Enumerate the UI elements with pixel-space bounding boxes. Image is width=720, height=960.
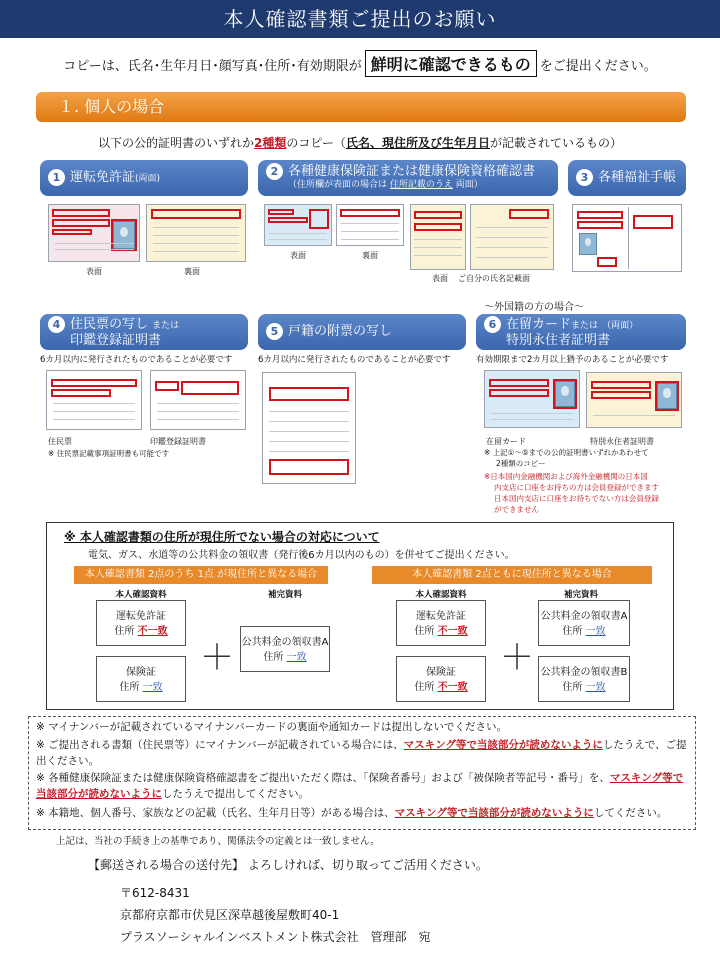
right-receipt-a-label: 公共料金の領収書A [540,611,628,622]
insurance-front-image [264,204,332,246]
item-3-label: 各種福祉手帳 [598,170,677,185]
item-4-tab [40,314,248,350]
seal-certificate-image [150,370,246,430]
item-1-label: 運転免許証 [70,170,136,185]
resident-record-caption: 住民票 [48,437,72,446]
item-5-number: 5 [266,323,283,340]
residence-card-caption: 在留カード [486,437,526,446]
note-2 [36,738,688,770]
license-back-caption: 裏面 [184,267,200,276]
left-receipt-addr: 住所 [263,652,284,663]
desc-bold: 氏名、現住所及び生年月日 [345,136,490,150]
item-4-number: 4 [48,316,65,333]
intro-prefix: コピーは、氏名･生年月日･顔写真･住所･有効期限が [63,59,362,74]
left-plus-sign: ＋ [200,638,234,678]
section-heading: １. 個人の場合 [36,92,686,122]
item-6-small: （両面） [602,321,639,331]
certificate-back-caption: ご自分の氏名記載面 [458,274,530,283]
case-right-bar: 本人確認書類 2点ともに現住所と異なる場合 [372,566,652,584]
left-col-main-label: 本人確認資料 [115,590,167,600]
right-insurance-label: 保険証 [426,667,456,678]
left-license-box [96,600,186,646]
right-receipt-b-box [538,656,630,702]
item-5-tab [258,314,466,350]
left-receipt-match: 一致 [286,652,307,663]
note-2-mask: マスキング等で当該部分が読めないように [403,739,603,751]
residence-card-image [484,370,580,428]
left-insurance-box [96,656,186,702]
item-6-red-3: 日本国内支店に口座をお持ちでない方は会員登録 [494,494,659,503]
certificate-back-image [470,204,554,270]
page-title: 本人確認書類ご提出のお願い [0,0,720,38]
item-2-sub-underline: 住所記載のうえ [389,180,453,191]
desc-red: 2種類 [254,136,287,150]
item-6-red-1: ※日本国内金融機関および海外金融機関の日本国 [484,472,648,481]
note-4 [36,806,688,822]
intro-text [0,50,720,77]
note-1 [36,720,688,736]
address-case-title: ※ 本人確認書類の住所が現住所でない場合の対応について [64,530,380,544]
right-receipt-b-addr: 住所 [562,682,583,693]
item-4-note: ※ 住民票記載事項証明書も可能です [48,449,170,458]
right-license-addr: 住所 [414,626,435,637]
certificate-front-caption: 表面 [432,274,448,283]
item-6-requirement: 有効期限まで2カ月以上猶予のあることが必要です [476,355,669,365]
item-3-number: 3 [576,169,593,186]
license-back-image [146,204,246,262]
item-6-note-1: ※ 上記①～⑤までの公的証明書いずれかあわせて [484,448,649,457]
desc-pre: 以下の公的証明書のいずれか [98,136,255,150]
note-3 [36,771,688,803]
item-6-label-1: 在留カード [506,317,572,332]
insurance-front-caption: 表面 [290,251,306,260]
left-col-supp-label: 補完資料 [267,590,302,600]
note-3-post: したうえで提出してください。 [162,787,309,800]
left-insurance-addr: 住所 [119,682,140,693]
item-2-label: 各種健康保険証または健康保険資格確認書 [288,164,536,179]
item-3-tab [568,160,686,196]
note-1-text: ※ マイナンバーが記載されているマイナンバーカードの裏面や通知カードは提出しないでください。 [36,721,507,733]
item-2-number: 2 [266,163,283,180]
permanent-resident-image [586,372,682,428]
right-insurance-addr: 住所 [414,682,435,693]
resident-record-image [46,370,142,430]
item-6-label-2: 特別永住者証明書 [506,333,611,349]
right-receipt-a-match: 一致 [585,626,606,637]
right-license-mismatch: 不一致 [437,626,468,637]
license-front-caption: 表面 [86,267,102,276]
footer-note: 上記は、当社の手続き上の基準であり、関係法令の定義とは一致しません。 [56,836,380,847]
left-receipt-box [240,626,330,672]
mailing-recipient: プラスソーシャルインベストメント株式会社 管理部 宛 [120,930,431,944]
right-license-label: 運転免許証 [416,611,466,622]
note-4-pre: ※ 本籍地、個人番号、家族などの記載（氏名、生年月日等）がある場合は、 [36,807,395,819]
item-5-requirement: 6カ月以内に発行されたものであることが必要です [258,355,451,365]
mailing-address: 京都府京都市伏見区深草越後屋敷町40-1 [120,908,340,922]
item-6-note-2: 2種類のコピー [496,459,546,468]
seal-certificate-caption: 印鑑登録証明書 [150,437,206,446]
item-2-tab [258,160,558,196]
certificate-front-image [410,204,466,270]
insurance-back-caption: 裏面 [362,251,378,260]
right-insurance-mismatch: 不一致 [437,682,468,693]
license-front-image [48,204,140,262]
left-license-addr: 住所 [114,626,135,637]
item-4-label-1: 住民票の写し [70,317,149,332]
insurance-back-image [336,204,404,246]
note-3-mask: マスキング等で当該部分が読めないように [36,772,684,800]
left-receipt-label: 公共料金の領収書A [241,637,329,648]
intro-emphasis: 鮮明に確認できるもの [365,50,537,77]
item-6-red-4: ができません [494,505,539,514]
item-2-sub-pre: （住所欄が表面の場合は [288,180,390,191]
item-2-sub-post: 両面） [452,180,483,191]
right-col-main-label: 本人確認資料 [415,590,467,600]
family-register-image [262,372,356,484]
left-insurance-label: 保険証 [126,667,156,678]
mailing-zip: 〒612-8431 [120,886,190,900]
item-6-above: ～外国籍の方の場合～ [484,302,584,313]
item-6-tab [476,314,686,350]
right-license-box [396,600,486,646]
address-case-sub: 電気、ガス、水道等の公共料金の領収書（発行後6カ月以内のもの）を併せてご提出ください。 [88,550,515,561]
item-4-label-mid: または [152,321,180,331]
right-receipt-a-addr: 住所 [562,626,583,637]
item-1-small: (両面) [135,174,161,184]
item-4-requirement: 6カ月以内に発行されたものであることが必要です [40,355,233,365]
mailing-title: 【郵送される場合の送付先】 よろしければ、切り取ってご活用ください。 [88,858,488,872]
permanent-resident-caption: 特別永住者証明書 [590,437,654,446]
case-left-bar: 本人確認書類 2点のうち 1点 が現住所と異なる場合 [74,566,328,584]
right-receipt-a-box [538,600,630,646]
right-plus-sign: ＋ [500,638,534,678]
note-2-post: したうえで、ご提出ください。 [36,739,687,767]
left-license-mismatch: 不一致 [137,626,168,637]
desc-post: が記載されているもの） [489,136,622,150]
item-4-label-2: 印鑑登録証明書 [70,333,162,349]
right-receipt-b-label: 公共料金の領収書B [540,667,628,678]
note-3-pre: ※ 各種健康保険証または健康保険資格確認書をご提出いただく際は、「保険者番号」および「被保険者等記号・番号」を、 [36,772,610,784]
left-insurance-match: 一致 [142,682,163,693]
item-6-label-mid: または [571,321,599,331]
intro-suffix: をご提出ください。 [539,59,657,74]
item-6-red-2: 内支店に口座をお持ちの方は会員登録ができます [494,483,659,492]
item-1-number: 1 [48,169,65,186]
desc-mid: のコピー（ [286,136,346,150]
item-2-sub [266,180,550,191]
right-receipt-b-match: 一致 [585,682,606,693]
item-1-tab [40,160,248,196]
note-4-mask: マスキング等で当該部分が読めないように [394,807,594,819]
note-2-pre: ※ ご提出される書類（住民票等）にマイナンバーが記載されている場合には、 [36,739,404,751]
note-4-post: してください。 [593,807,668,819]
item-5-label: 戸籍の附票の写し [288,324,393,339]
section-description [0,134,720,151]
right-col-supp-label: 補完資料 [563,590,598,600]
left-license-label: 運転免許証 [116,611,166,622]
item-6-number: 6 [484,316,501,333]
welfare-handbook-image [572,204,682,272]
right-insurance-box [396,656,486,702]
